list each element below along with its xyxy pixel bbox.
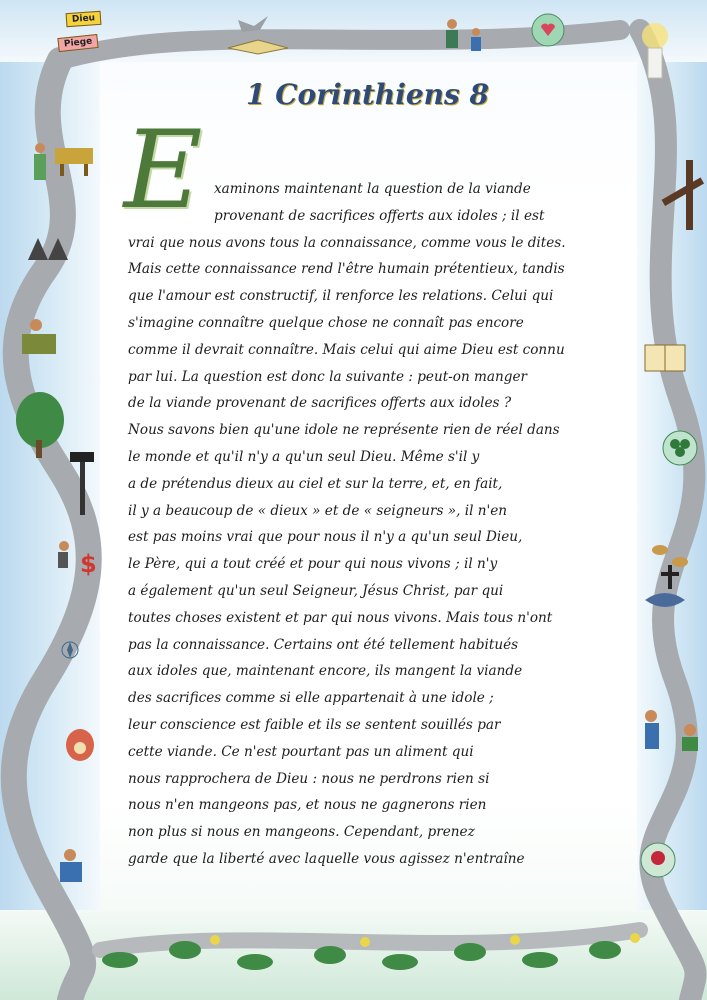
text-line: provenant de sacrifices offerts aux idoles ; il est [214, 207, 545, 224]
text-line: non plus si nous en mangeons. Cependant, prenez [128, 824, 475, 841]
text-line: a de prétendus dieux au ciel et sur la terre, et, en fait, [128, 475, 503, 492]
drop-cap-letter: E [123, 108, 203, 233]
text-line: de la viande provenant de sacrifices offerts aux idoles ? [128, 395, 512, 412]
winding-path-left [14, 60, 89, 1000]
scripture-text [128, 176, 660, 873]
text-line: pas la connaissance. Certains ont été tellement habitués [128, 636, 519, 653]
text-line: cette viande. Ce n'est pourtant pas un aliment qui [128, 743, 474, 760]
text-line: il y a beaucoup de « dieux » et de « seigneurs », il n'en [128, 502, 508, 519]
heart-balloon-icon [532, 14, 564, 46]
person-icon [34, 143, 46, 180]
skater-icon [60, 849, 82, 882]
text-line: le Père, qui a tout créé et pour qui nous vivons ; il n'y [128, 556, 498, 573]
signpost-piege: Piege [57, 34, 99, 52]
text-line: toutes choses existent et par qui nous vivons. Mais tous n'ont [128, 609, 553, 626]
text-line: aux idoles que, maintenant encore, ils mangent la viande [128, 663, 523, 680]
runner-icon [58, 541, 69, 568]
text-line: vrai que nous avons tous la connaissance, comme vous le dites. [128, 234, 566, 251]
text-line: que l'amour est constructif, il renforce les relations. Celui qui [128, 288, 554, 305]
clover-balloon-icon [663, 431, 697, 465]
text-line: nous rapprochera de Dieu : nous ne perdrons rien si [128, 770, 490, 787]
text-line: Nous savons bien qu'une idole ne représente rien de réel dans [128, 422, 560, 439]
text-line: garde que la liberté avec laquelle vous agissez n'entraîne [128, 850, 525, 867]
text-line: s'imagine connaître quelque chose ne connaît pas encore [128, 314, 524, 331]
money-bag-icon [66, 729, 94, 761]
donkey-icon [55, 148, 93, 176]
text-line: comme il devrait connaître. Mais celui qui aime Dieu est connu [128, 341, 565, 358]
text-line: le monde et qu'il n'y a qu'un seul Dieu. Même s'il y [128, 448, 480, 465]
svg-text:$: $ [80, 550, 97, 578]
page-title: 1 Corinthiens 8 [246, 78, 490, 111]
signpost-dieu: Dieu [66, 11, 102, 27]
text-line: par lui. La question est donc la suivante : peut-on manger [128, 368, 528, 385]
dollar-icon [80, 550, 97, 578]
text-line: des sacrifices comme si elle appartenait à une idole ; [128, 690, 494, 707]
text-line: Mais cette connaissance rend l'être humain prétentieux, tandis [128, 261, 565, 278]
text-line: a également qu'un seul Seigneur, Jésus Christ, par qui [128, 582, 504, 599]
text-line: est pas moins vrai que pour nous il n'y a qu'un seul Dieu, [128, 529, 523, 546]
text-line: nous n'en mangeons pas, et nous ne gagnerons rien [128, 797, 487, 814]
text-line: xaminons maintenant la question de la viande [214, 181, 531, 197]
text-line: leur conscience est faible et ils se sentent souillés par [128, 716, 501, 733]
